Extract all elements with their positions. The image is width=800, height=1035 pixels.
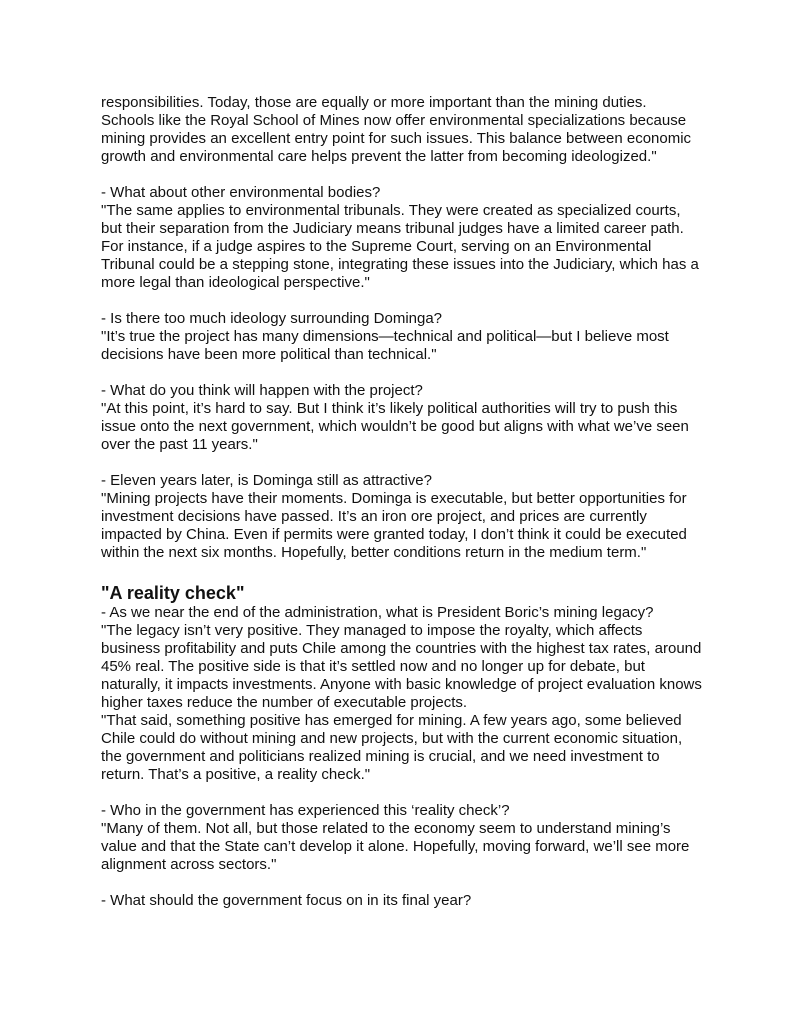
qa-boric-legacy: [101, 604, 704, 784]
qa-project-future: [101, 382, 704, 454]
answer: "Mining projects have their moments. Dominga is executable, but better opportunities for investment decisions have passed. It’s an iron ore project, and prices are currently impacted by China. Even if permits were granted today, I don’t think it could be executed within the next six months. Hopefully, better conditions return in the medium term.": [101, 490, 687, 561]
qa-final-year: [101, 892, 704, 910]
qa-ideology-dominga: [101, 310, 704, 364]
question: - What about other environmental bodies?: [101, 184, 381, 201]
section-heading: "A reality check": [101, 583, 245, 603]
qa-environmental-bodies: [101, 184, 704, 292]
intro-paragraph: responsibilities. Today, those are equally or more important than the mining duties. Schools like the Royal School of Mines now offer environmental specializations because mining provides an excellent entry point for such issues. This balance between economic growth and environmental care helps prevent the latter from becoming ideologized.": [101, 94, 692, 165]
question: - What do you think will happen with the project?: [101, 382, 423, 399]
answer-part-1: "The legacy isn’t very positive. They managed to impose the royalty, which affects business profitability and puts Chile among the countries with the highest tax rates, around 45% real. The positive side is that it’s settled now and no longer up for debate, but naturally, it impacts investments. Anyone with basic knowledge of project evaluation knows higher taxes reduce the number of executable projects.: [101, 622, 702, 711]
answer-part-2: "That said, something positive has emerged for mining. A few years ago, some believed Chile could do without mining and new projects, but with the current economic situation, the government and politicians realized mining is crucial, and we need investment to return. That’s a positive, a reality check.": [101, 712, 683, 783]
answer: "At this point, it’s hard to say. But I think it’s likely political authorities will try to push this issue onto the next government, which wouldn’t be good but aligns with what we’ve seen over the past 11 years.": [101, 400, 689, 453]
qa-reality-check: [101, 802, 704, 874]
question: - As we near the end of the administration, what is President Boric’s mining legacy?: [101, 604, 654, 621]
question: - Who in the government has experienced this ‘reality check’?: [101, 802, 510, 819]
qa-dominga-attractive: [101, 472, 704, 562]
question: - Eleven years later, is Dominga still as attractive?: [101, 472, 432, 489]
question: - What should the government focus on in its final year?: [101, 892, 472, 909]
answer: "Many of them. Not all, but those related to the economy seem to understand mining’s value and that the State can’t develop it alone. Hopefully, moving forward, we’ll see more alignment across sectors.": [101, 820, 690, 873]
answer: "The same applies to environmental tribunals. They were created as specialized courts, but their separation from the Judiciary means tribunal judges have a limited career path. For instance, if a judge aspires to the Supreme Court, serving on an Environmental Tribunal could be a stepping stone, integrating these issues into the Judiciary, which has a more legal than ideological perspective.": [101, 202, 699, 291]
question: - Is there too much ideology surrounding Dominga?: [101, 310, 443, 327]
answer: "It’s true the project has many dimensions—technical and political—but I believe most decisions have been more political than technical.": [101, 328, 669, 363]
